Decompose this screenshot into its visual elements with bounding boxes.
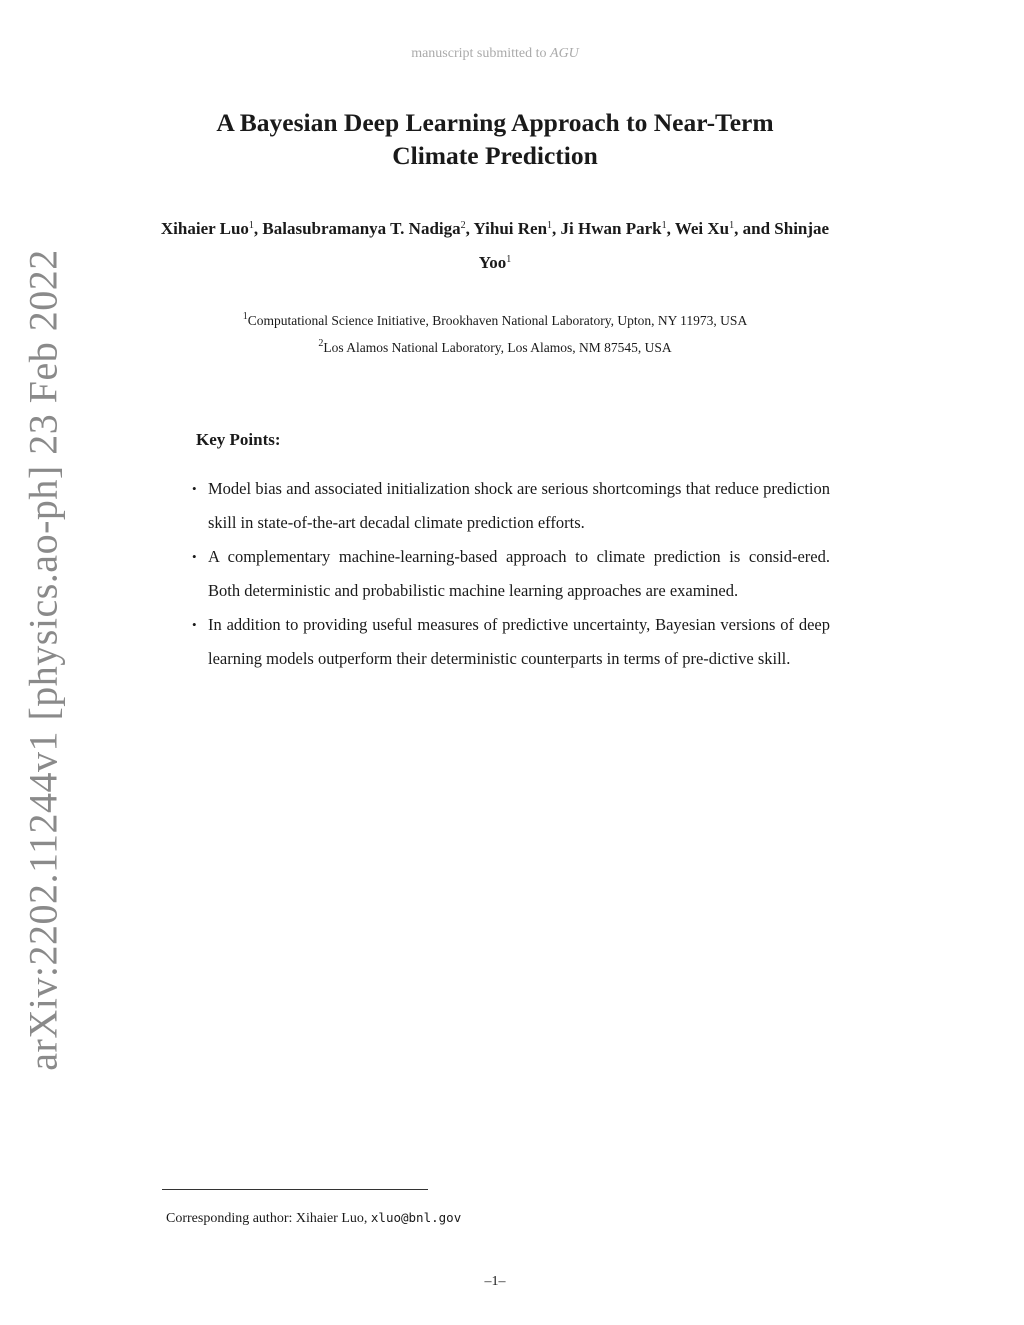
running-header <box>0 46 990 62</box>
affiliation-mark: 1 <box>242 311 248 322</box>
author-email-link[interactable]: xluo@bnl.gov <box>370 1210 462 1225</box>
author-separator: , <box>465 219 474 238</box>
key-point-text: Model bias and associated initialization shock are serious shortcomings that reduce prediction skill in state-of-the-art decadal climate prediction efforts. <box>208 479 830 532</box>
author-affil-mark: 2 <box>460 220 466 231</box>
affiliation-2 <box>150 340 840 356</box>
header-prefix: manuscript submitted to <box>411 46 547 61</box>
key-points-list <box>190 472 830 676</box>
key-point-item <box>190 472 830 539</box>
affiliation-1 <box>150 313 840 329</box>
key-point-item <box>190 608 830 675</box>
title-line-1: A Bayesian Deep Learning Approach to Near-Term <box>216 108 774 137</box>
author-affil-mark: 1 <box>248 220 254 231</box>
corresponding-author-footnote <box>166 1210 461 1227</box>
author-affil-mark: 1 <box>661 220 667 231</box>
author-name: Wei Xu <box>674 219 730 238</box>
author-separator: , <box>253 219 263 238</box>
author-affil-mark: 1 <box>506 254 512 265</box>
author-separator: , <box>666 219 675 238</box>
bullet-icon: • <box>192 617 197 632</box>
key-point-text: A complementary machine-learning-based approach to climate prediction is consid-ered. Both deterministic and probabilistic machine learning approaches are examined. <box>208 547 830 600</box>
affiliation-mark: 2 <box>318 338 324 349</box>
author-separator: , <box>552 219 561 238</box>
footnote-label: Corresponding author: Xihaier Luo, <box>166 1211 368 1226</box>
affiliation-text: Computational Science Initiative, Brookhaven National Laboratory, Upton, NY 11973, USA <box>247 313 748 328</box>
page-number: –1– <box>484 1274 506 1289</box>
paper-title <box>150 106 840 172</box>
bullet-icon: • <box>192 481 197 496</box>
footnote-divider <box>162 1189 428 1190</box>
title-line-2: Climate Prediction <box>392 141 598 170</box>
header-venue: AGU <box>550 46 579 61</box>
bullet-icon: • <box>192 549 197 564</box>
key-point-item <box>190 540 830 607</box>
author-affil-mark: 1 <box>729 220 735 231</box>
author-separator: , and <box>734 219 775 238</box>
key-point-text: In addition to providing useful measures of predictive uncertainty, Bayesian versions of deep learning models outperform their deterministic counterparts in terms of pre-dictive skill. <box>208 615 830 668</box>
author-name: Xihaier Luo <box>160 219 249 238</box>
author-list <box>160 212 830 280</box>
author-affil-mark: 1 <box>547 220 553 231</box>
author-name: Ji Hwan Park <box>560 219 662 238</box>
arxiv-identifier-stamp: arXiv:2202.11244v1 [physics.ao-ph] 23 Feb 2022 <box>20 249 66 1071</box>
key-points-heading: Key Points: <box>196 430 281 449</box>
author-name: Shinjae Yoo <box>478 219 830 272</box>
affiliation-text: Los Alamos National Laboratory, Los Alamos, NM 87545, USA <box>323 340 672 355</box>
author-name: Yihui Ren <box>473 219 548 238</box>
author-name: Balasubramanya T. Nadiga <box>262 219 461 238</box>
